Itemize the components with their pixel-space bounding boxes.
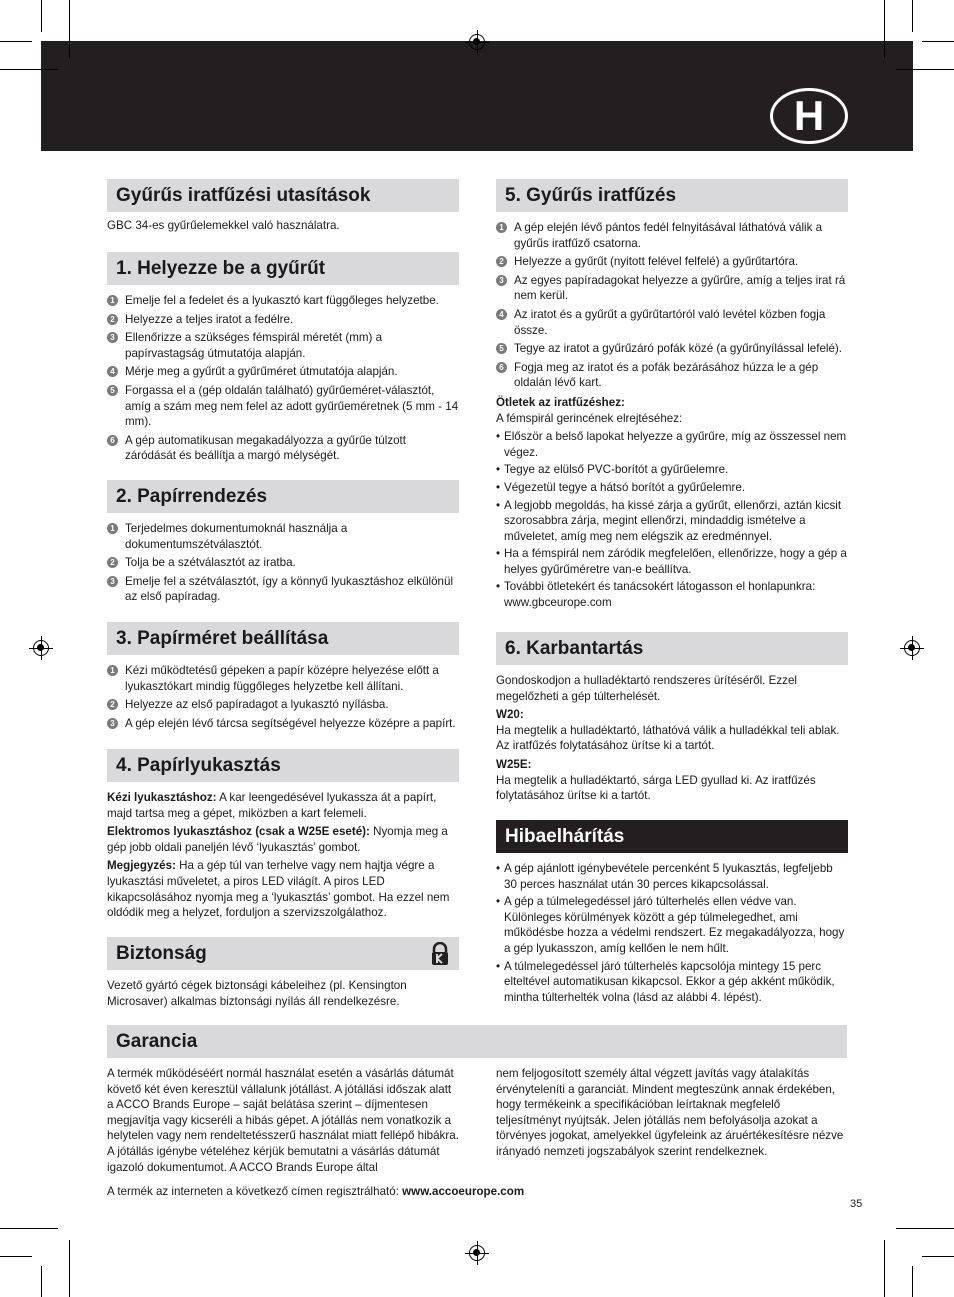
step-number-icon: 2 [107,557,118,568]
language-badge: H [770,88,848,144]
registration-mark-icon [33,640,49,656]
section-heading: Hibaelhárítás [496,820,848,853]
step-number-icon: 6 [496,362,507,373]
paragraph: Megjegyzés: Ha a gép túl van terhelve vagy nem hajtja végre a lyukasztási műveletet, a piros LED világít. A piros LED kikapcsolásához nyomja meg a ‘lyukasztás’ gombot. Ha ezzel nem oldódik meg a helyzet, forduljon a szervizszolgálathoz. [107,859,450,920]
section-heading: Garancia [107,1025,847,1058]
step-number-icon: 3 [107,718,118,729]
section-4 [107,749,459,924]
list-item: • A gép ajánlott igénybevétele percenként 5 lyukasztás, legfeljebb 30 perces használat után 30 perces kikapcsolással. [496,861,848,892]
section-3 [107,622,459,734]
list-item: • Tegye az elülső PVC-borítót a gyűrűelemre. [496,462,848,478]
tips-intro: A fémspirál gerincének elrejtéséhez: [496,411,683,425]
crop-mark [0,1256,32,1257]
crop-mark [41,0,42,32]
step-item: 1 Terjedelmes dokumentumoknál használja a dokumentumszétválasztót. [107,521,459,552]
section-troubleshooting [496,820,848,1007]
label: W20: [496,708,524,722]
step-number-icon: 3 [107,332,118,343]
paragraph: Gondoskodjon a hulladéktartó rendszeres ürítéséről. Ezzel megelőzheti a gép túlterhelését. [496,674,797,703]
step-number-icon: 2 [496,256,507,267]
crop-mark [41,1266,42,1297]
section-6 [496,632,848,807]
crop-mark [0,1228,58,1229]
step-number-icon: 3 [107,576,118,587]
intro-text: GBC 34-es gyűrűelemekkel való használatra. [107,219,340,232]
kensington-lock-icon [429,942,451,966]
list-item: • Először a belső lapokat helyezze a gyűrűre, míg az összessel nem végez. [496,429,848,460]
step-number-icon: 5 [496,343,507,354]
crop-mark [69,1240,70,1297]
step-item: 5 Tegye az iratot a gyűrűzáró pofák közé (a gyűrűnyílással lefelé). [496,341,848,357]
crop-mark [69,0,70,58]
section-safety [107,937,459,1009]
crop-mark [922,41,954,42]
step-item: 1 Emelje fel a fedelet és a lyukasztó kart függőleges helyzetbe. [107,293,459,309]
paragraph: Ha megtelik a hulladéktartó, láthatóvá válik a hulladékkal teli ablak. Az iratfűzés folytatásához ürítse ki a tartót. [496,723,840,753]
step-number-icon: 4 [107,366,118,377]
crop-mark [922,1256,954,1257]
step-item: 4 Az iratot és a gyűrűt a gyűrűtartóról való levétel közben fogja össze. [496,307,848,338]
left-column [107,179,459,234]
section-heading: 3. Papírméret beállítása [107,622,459,655]
step-number-icon: 3 [496,275,507,286]
step-item: 3 Az egyes papíradagokat helyezze a gyűrűre, amíg a teljes irat rá nem kerül. [496,273,848,304]
step-item: 2 Tolja be a szétválasztót az iratba. [107,555,459,571]
step-item: 3 A gép elején lévő tárcsa segítségével helyezze középre a papírt. [107,716,459,732]
registration-mark-icon [469,34,485,50]
crop-mark [896,1228,954,1229]
step-number-icon: 1 [496,222,507,233]
section-heading: 4. Papírlyukasztás [107,749,459,782]
section-heading: 6. Karbantartás [496,632,848,665]
crop-mark [896,69,954,70]
crop-mark [0,41,32,42]
safety-text: Vezető gyártó cégek biztonsági kábeleihez (pl. Kensington Microsaver) alkalmas biztonsági nyílás áll rendelkezésre. [107,979,407,1008]
crop-mark [912,0,913,32]
registration-mark-icon [904,640,920,656]
section-5 [496,179,848,613]
registration-mark-icon [469,1245,485,1261]
crop-mark [884,1240,885,1297]
tips-label: Ötletek az iratfűzéshez: [496,395,625,409]
step-number-icon: 4 [496,309,507,320]
step-item: 2 Helyezze a teljes iratot a fedélre. [107,312,459,328]
warranty-col-2: nem feljogosított személy által végzett javítás vagy átalakítás érvényteleníti a garanciát. Mindent megteszünk annak érdekében, hogy termékeink a specifikációban leírtaknak megfelelő teljesítményt nyújtsák. Jelen jótállás nem befolyásolja azokat a törvényes jogokat, amelyekkel ügyfeleink az áruértékesítésre nézve irányadó nemzeti jogszabályok szerint rendelkeznek. [496,1067,844,1158]
section-2 [107,480,459,608]
page-number: 35 [850,1198,863,1210]
step-number-icon: 5 [107,385,118,396]
step-item: 3 Ellenőrizze a szükséges fémspirál méretét (mm) a papírvastagság útmutatója alapján. [107,330,459,361]
step-item: 5 Forgassa el a (gép oldalán található) gyűrűeméret-választót, amíg a szám meg nem felel az adott gyűrűeméretnek (5 mm - 14 mm). [107,383,459,430]
list-item: • A gép a túlmelegedéssel járó túlterhelés ellen védve van. Különleges körülmények között a gép túlmelegedhet, ami működésbe hozza a védelmi rendszert. Ez megakadályozza, hogy a gép lyukasszon, amíg kellően le nem hűlt. [496,894,848,956]
step-item: 6 Fogja meg az iratot és a pofák bezárásához húzza le a gép oldalán lévő kart. [496,360,848,391]
list-item: • A túlmelegedéssel járó túlterhelés kapcsolója mintegy 15 perc elteltével automatikusan kikapcsol. Ekkor a gép akként működik, mintha túlterhelték volna (lásd az alábbi 4. lépést). [496,959,848,1006]
section-warranty [107,1025,847,1066]
step-number-icon: 1 [107,665,118,676]
step-item: 4 Mérje meg a gyűrűt a gyűrűméret útmutatója alapján. [107,364,459,380]
section-1 [107,252,459,467]
section-heading: 1. Helyezze be a gyűrűt [107,252,459,285]
list-item: • A legjobb megoldás, ha kissé zárja a gyűrűt, ellenőrzi, aztán kicsit szorosabbra zárja, megint ellenőrzi, mindaddig ismételve a műveletet, amíg meg nem elégszik az eredménnyel. [496,498,848,545]
paragraph: Kézi lyukasztáshoz: A kar leengedésével lyukassza át a papírt, majd tartsa meg a gépet, miközben a kart felemeli. [107,791,437,820]
register-link[interactable]: www.accoeurope.com [402,1185,525,1198]
list-item: • Végezetül tegye a hátsó borítót a gyűrűelemre. [496,480,848,496]
step-item: 6 A gép automatikusan megakadályozza a gyűrűe túlzott záródását és beállítja a margó mélységét. [107,433,459,464]
step-item: 2 Helyezze a gyűrűt (nyitott felével felfelé) a gyűrűtartóra. [496,254,848,270]
step-number-icon: 1 [107,295,118,306]
paragraph: Ha megtelik a hulladéktartó, sárga LED gyullad ki. Az iratfűzés folytatásához ürítse ki a tartót. [496,773,816,803]
list-item: • Ha a fémspirál nem záródik megfelelően, ellenőrizze, hogy a gép a helyes gyűrűméretre van-e beállítva. [496,546,848,577]
step-number-icon: 1 [107,523,118,534]
paragraph: Elektromos lyukasztáshoz (csak a W25E eseté): Nyomja meg a gép jobb oldali paneljén lévő ‘lyukasztás’ gombot. [107,825,448,854]
step-number-icon: 2 [107,314,118,325]
list-item: • További ötletekért és tanácsokért látogasson el honlapunkra: www.gbceurope.com [496,579,848,610]
warranty-col-1: A termék működéséért normál használat esetén a vásárlás dátumát követő két éven keresztül vállalunk jótállást. A jótállási időszak alatt a ACCO Brands Europe – saját belátása szerint – díjmentesen megjavítja vagy kicseréli a hibás gépet. A jótállás nem vonatkozik a helytelen vagy nem rendeltetésszerű használat miatt fellépő hibákra. A jótállás igénybe vételéhez kérjük bemutatni a vásárlás dátumát igazoló dokumentumot. A ACCO Brands Europe által [107,1067,459,1174]
label: W25E: [496,757,532,771]
section-heading: 2. Papírrendezés [107,480,459,513]
crop-mark [884,0,885,58]
main-heading: Gyűrűs iratfűzési utasítások [107,179,459,212]
step-item: 3 Emelje fel a szétválasztót, így a könnyű lyukasztáshoz elkülönül az első papíradag. [107,574,459,605]
section-heading: Biztonság [107,937,459,970]
step-item: 1 Kézi működtetésű gépeken a papír középre helyezése előtt a lyukasztókart mindig függőleges helyzetbe kell állítani. [107,663,459,694]
crop-mark [0,69,58,70]
section-heading: 5. Gyűrűs iratfűzés [496,179,848,212]
step-number-icon: 2 [107,699,118,710]
step-number-icon: 6 [107,435,118,446]
crop-mark [912,1266,913,1297]
step-item: 1 A gép elején lévő pántos fedél felnyitásával láthatóvá válik a gyűrűs iratfűző csatorna. [496,220,848,251]
step-item: 2 Helyezze az első papíradagot a lyukasztó nyílásba. [107,697,459,713]
register-line: A termék az interneten a következő címen regisztrálható: www.accoeurope.com [107,1185,525,1198]
